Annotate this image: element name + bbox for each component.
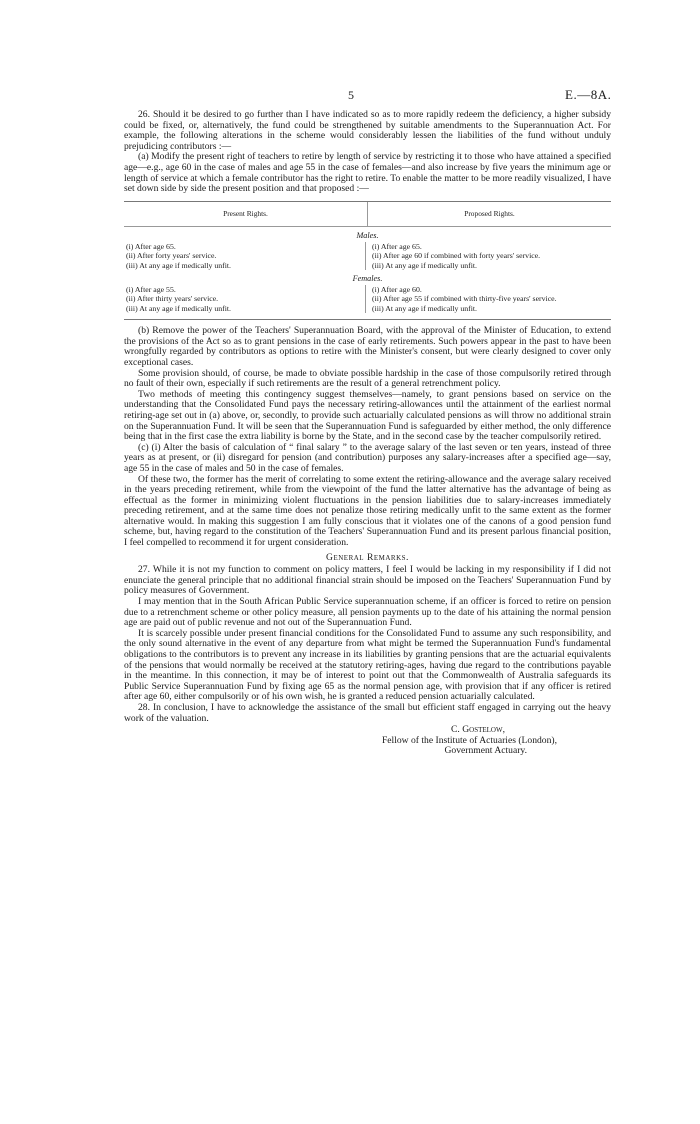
paragraph-c-2: Of these two, the former has the merit of correlating to some extent the retiring-allowance and the average salary received in the years preceding retirement, while from the viewpoint of the fund the latter alternative has the advantage of being as effectual as the former in minimizing violent fluctuations in the pension liabilities due to salary-increases immediately preceding retirement, and at the same time does not penalize those retiring medically unfit to the same extent as the former alternative would. In making this suggestion I am fully conscious that it violates one of the canons of a good pension fund scheme, but, having regard to the constitution of the Teachers' Superannuation Fund and its present parlous financial position, I feel compelled to recommend it for urgent consideration. — [124, 473, 611, 549]
females-proposed-rights — [365, 285, 611, 313]
signatory-name: C. Gostelow, — [451, 724, 505, 736]
proposed-rights-header: Proposed Rights. — [464, 208, 515, 218]
females-title: Females. — [352, 273, 383, 283]
rights-table-header — [124, 202, 611, 227]
rights-table — [124, 201, 611, 320]
document-body — [124, 110, 611, 757]
males-present-rights — [124, 242, 365, 270]
paragraph-c: (c) (i) Alter the basis of calculation of “ final salary ” to the average salary of the last seven or ten years, instead of three years as at present, or (ii) disregard for pension (and contribution) purposes any salary-increases after a specified age—say, age 55 in the case of males and 50 in the case of females. — [124, 441, 611, 474]
paragraph-27-c: It is scarcely possible under present financial conditions for the Consolidated Fund to assume any such responsibility, and the only sound alternative in the event of any departure from what might be termed the Superannuation Fund's fundamental obligations to the contributors is to prevent any increase in its liabilities by granting pensions that are the actuarial equivalents of the pensions that would normally be received at the statutory retiring-ages, having due regard to the contributions payable in the meantime. In this connection, it may be of interest to point out that the Commonwealth of Australia safeguards its Public Service Superannuation Fund by fixing age 65 as the normal pension age, with provision that if any officer is retired after age 60, either compulsorily or of his own wish, he is granted a reduced pension actuarially calculated. — [124, 627, 611, 703]
rights-item: (iii) At any age if medically unfit. — [372, 303, 478, 313]
paragraph-28: 28. In conclusion, I have to acknowledge the assistance of the small but efficient staff engaged in carrying out the heavy work of the valuation. — [124, 701, 611, 724]
rights-item: (i) After age 60. — [372, 284, 422, 294]
page-number: 5 — [348, 88, 354, 102]
rights-item: (ii) After age 55 if combined with thirty-five years' service. — [372, 294, 557, 304]
rights-item: (ii) After forty years' service. — [126, 251, 217, 261]
rights-item: (ii) After age 60 if combined with forty years' service. — [372, 251, 541, 261]
rights-item: (i) After age 65. — [126, 241, 176, 251]
males-title: Males. — [356, 230, 379, 240]
rights-table-rule — [124, 319, 611, 320]
paragraph-b-2: Some provision should, of course, be made to obviate possible hardship in the case of those compulsorily retired through no fault of their own, especially if such retirements are the result of a general retrenchment policy. — [124, 367, 611, 390]
signatory-qualification: Fellow of the Institute of Actuaries (London), — [381, 734, 557, 746]
rights-item: (ii) After thirty years' service. — [126, 294, 219, 304]
rights-item: (iii) At any age if medically unfit. — [126, 303, 232, 313]
females-rows — [124, 285, 611, 313]
rights-item: (i) After age 65. — [372, 241, 422, 251]
paragraph-26: 26. Should it be desired to go further than I have indicated so as to more rapidly redeem the deficiency, a higher subsidy could be fixed, or, alternatively, the fund could be strengthened by suitable amendments to the Superannuation Act. For example, the following alterations in the scheme would considerably lessen the liabilities of the fund without unduly prejudicing contributors :— — [124, 109, 611, 152]
rights-item: (i) After age 55. — [126, 284, 176, 294]
females-present-rights — [124, 285, 365, 313]
paragraph-27-b: I may mention that in the South African Public Service superannuation scheme, if an officer is forced to retire on pension due to a retrenchment scheme or other policy measure, all pension payments up to the date of his attaining the normal pension age are paid out of public revenue and not out of the Superannuation Fund. — [124, 596, 611, 629]
present-rights-header: Present Rights. — [124, 202, 368, 226]
paragraph-a: (a) Modify the present right of teachers to retire by length of service by restricting it to those who have attained a specified age—e.g., age 60 in the case of males and age 55 in the case of females—and also increase by five years the minimum age or length of service at which a female contributor has the right to retire. To enable the matter to be more readily visualized, I have set down side by side the present position and that proposed :— — [124, 151, 611, 195]
page-header — [0, 87, 700, 104]
document-code: E.—8A. — [565, 87, 612, 102]
males-proposed-rights — [365, 242, 611, 270]
paragraph-b: (b) Remove the power of the Teachers' Superannuation Board, with the approval of the Minister of Education, to extend the provisions of the Act so as to grant pensions in the case of early retirements. Such powers appear in the past to have been wrongfully regarded by contributors as options to retire with the Minister's consent, but were clearly designed to cover only exceptional cases. — [124, 325, 611, 368]
paragraph-b-3: Two methods of meeting this contingency suggest themselves—namely, to grant pensions based on service on the understanding that the Consolidated Fund pays the necessary retiring-allowances until the attainment of the earliest normal retiring-age set out in (a) above, or, secondly, to provide such actuarially calculated pensions as will throw no additional strain on the Superannuation Fund. It will be seen that the Superannuation Fund is safeguarded by either method, the only difference being that in the first case the extra liability is borne by the State, and in the second case by the teacher compulsorily retired. — [124, 388, 611, 443]
signatory-title: Government Actuary. — [444, 745, 527, 757]
general-remarks-heading: General Remarks. — [326, 551, 409, 563]
signature-block — [124, 725, 611, 757]
males-rows — [124, 242, 611, 270]
rights-item: (iii) At any age if medically unfit. — [126, 260, 232, 270]
paragraph-27: 27. While it is not my function to comment on policy matters, I feel I would be lacking in my responsibility if I did not enunciate the general principle that no additional financial strain should be imposed on the Teachers' Superannuation Fund by policy measures of Government. — [124, 564, 611, 597]
rights-item: (iii) At any age if medically unfit. — [372, 260, 478, 270]
